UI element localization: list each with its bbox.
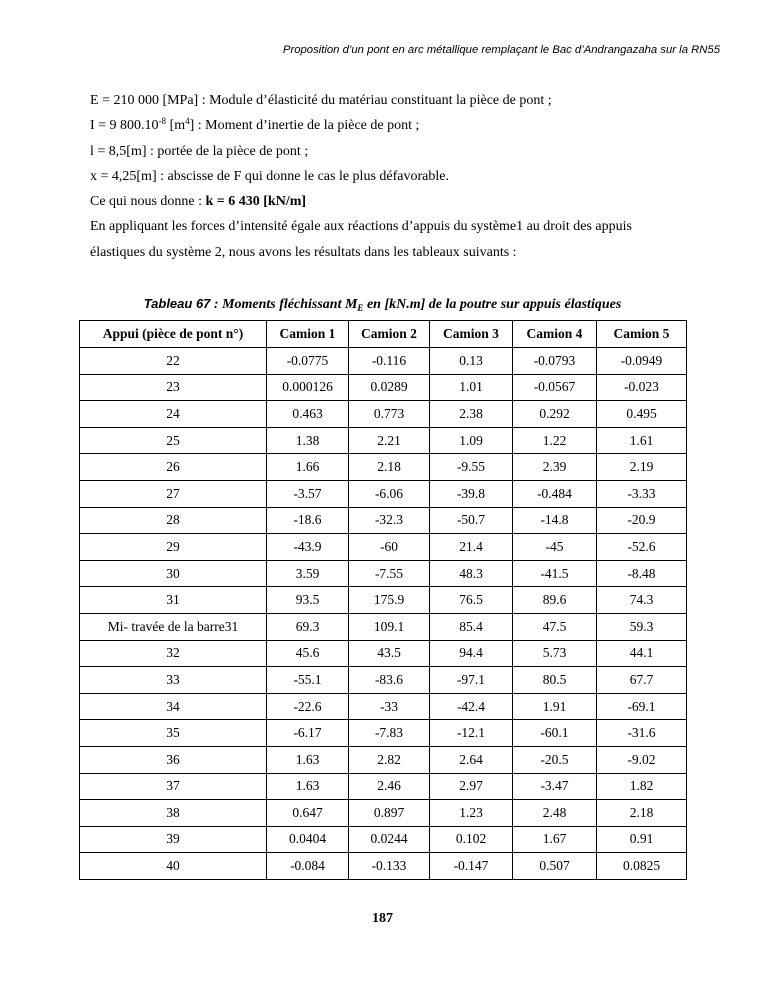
moment-cell: -20.5	[513, 746, 597, 773]
moment-cell: -0.116	[349, 348, 430, 375]
support-cell: 33	[80, 667, 267, 694]
inertia-description: ] : Moment d’inertie de la pièce de pont ;	[189, 118, 420, 134]
moment-cell: -0.147	[430, 853, 513, 880]
inertia-value: I = 9 800.10	[90, 118, 159, 134]
moment-cell: -3.47	[513, 773, 597, 800]
moment-cell: 0.773	[349, 401, 430, 428]
table-row	[80, 507, 687, 534]
inertia-exponent: -8	[158, 116, 167, 127]
moment-cell: 1.09	[430, 427, 513, 454]
table-row	[80, 587, 687, 614]
moment-cell: 44.1	[597, 640, 687, 667]
moment-cell: -0.084	[267, 853, 349, 880]
moment-cell: -83.6	[349, 667, 430, 694]
moment-cell: 0.91	[597, 826, 687, 853]
moment-cell: -60.1	[513, 720, 597, 747]
moment-cell: -22.6	[267, 693, 349, 720]
moment-cell: 3.59	[267, 560, 349, 587]
moment-cell: -42.4	[430, 693, 513, 720]
moment-cell: 0.0404	[267, 826, 349, 853]
moment-cell: 47.5	[513, 613, 597, 640]
moment-cell: -18.6	[267, 507, 349, 534]
running-header: Proposition d’un pont en arc métallique remplaçant le Bac d’Andrangazaha sur la RN55	[282, 44, 720, 56]
moment-cell: -20.9	[597, 507, 687, 534]
table-row	[80, 800, 687, 827]
moment-cell: 67.7	[597, 667, 687, 694]
support-cell: 40	[80, 853, 267, 880]
table-row	[80, 374, 687, 401]
moment-cell: 1.22	[513, 427, 597, 454]
support-cell: 24	[80, 401, 267, 428]
moment-cell: 1.66	[267, 454, 349, 481]
moment-cell: 2.64	[430, 746, 513, 773]
body-text	[90, 88, 690, 265]
moment-cell: 74.3	[597, 587, 687, 614]
table-caption	[0, 296, 765, 313]
support-cell: 31	[80, 587, 267, 614]
table-row	[80, 773, 687, 800]
moment-cell: -0.023	[597, 374, 687, 401]
support-cell: 32	[80, 640, 267, 667]
table-row	[80, 348, 687, 375]
moment-cell: 2.97	[430, 773, 513, 800]
moment-cell: 2.46	[349, 773, 430, 800]
caption-text-before: : Moments fléchissant M	[210, 297, 358, 312]
moment-cell: -31.6	[597, 720, 687, 747]
moment-cell: 0.0244	[349, 826, 430, 853]
support-cell: 37	[80, 773, 267, 800]
moment-cell: 0.463	[267, 401, 349, 428]
moment-cell: 45.6	[267, 640, 349, 667]
support-cell: Mi- travée de la barre31	[80, 613, 267, 640]
moment-cell: 0.000126	[267, 374, 349, 401]
table-header-row	[80, 321, 687, 348]
moment-cell: 0.507	[513, 853, 597, 880]
moment-cell: 1.38	[267, 427, 349, 454]
table-row	[80, 693, 687, 720]
moment-cell: 1.67	[513, 826, 597, 853]
support-cell: 39	[80, 826, 267, 853]
support-cell: 27	[80, 480, 267, 507]
moment-cell: 21.4	[430, 534, 513, 561]
caption-subscript: E	[357, 303, 364, 313]
line-span: l = 8,5[m] : portée de la pièce de pont ;	[90, 143, 309, 159]
moment-cell: -8.48	[597, 560, 687, 587]
moment-cell: 94.4	[430, 640, 513, 667]
moment-cell: -3.57	[267, 480, 349, 507]
moment-cell: -69.1	[597, 693, 687, 720]
moment-cell: 0.0289	[349, 374, 430, 401]
moment-cell: -0.0567	[513, 374, 597, 401]
support-cell: 36	[80, 746, 267, 773]
moment-cell: 1.01	[430, 374, 513, 401]
table-row	[80, 401, 687, 428]
moment-cell: 85.4	[430, 613, 513, 640]
caption-label: Tableau 67	[143, 296, 211, 311]
inertia-unit-exponent: 4	[185, 116, 190, 127]
moment-cell: -97.1	[430, 667, 513, 694]
moment-cell: -0.0793	[513, 348, 597, 375]
moment-cell: -60	[349, 534, 430, 561]
header-truck-1: Camion 1	[267, 321, 349, 348]
line-young-modulus: E = 210 000 [MPa] : Module d’élasticité du matériau constituant la pièce de pont ;	[90, 93, 552, 108]
moment-cell: -32.3	[349, 507, 430, 534]
moment-cell: -3.33	[597, 480, 687, 507]
table-row	[80, 667, 687, 694]
page-number: 187	[372, 911, 393, 926]
header-truck-4: Camion 4	[513, 321, 597, 348]
moment-cell: 1.63	[267, 773, 349, 800]
moment-cell: 2.38	[430, 401, 513, 428]
moment-cell: -0.133	[349, 853, 430, 880]
table-row	[80, 454, 687, 481]
moment-cell: 2.18	[597, 800, 687, 827]
support-cell: 22	[80, 348, 267, 375]
moment-cell: -14.8	[513, 507, 597, 534]
moment-cell: 1.91	[513, 693, 597, 720]
moment-cell: 76.5	[430, 587, 513, 614]
inertia-unit: [m	[166, 118, 186, 134]
moment-cell: -0.484	[513, 480, 597, 507]
moment-cell: -0.0775	[267, 348, 349, 375]
support-cell: 29	[80, 534, 267, 561]
moment-cell: 2.39	[513, 454, 597, 481]
table-row	[80, 534, 687, 561]
support-cell: 26	[80, 454, 267, 481]
line-inertia	[90, 113, 690, 138]
support-cell: 28	[80, 507, 267, 534]
moment-cell: -7.55	[349, 560, 430, 587]
support-cell: 34	[80, 693, 267, 720]
table-row	[80, 560, 687, 587]
moment-cell: 0.647	[267, 800, 349, 827]
moment-cell: 80.5	[513, 667, 597, 694]
moment-cell: 175.9	[349, 587, 430, 614]
moment-cell: 0.102	[430, 826, 513, 853]
moment-cell: 2.82	[349, 746, 430, 773]
moment-cell: 0.897	[349, 800, 430, 827]
table-row	[80, 640, 687, 667]
moment-cell: -9.55	[430, 454, 513, 481]
support-cell: 30	[80, 560, 267, 587]
moment-cell: -43.9	[267, 534, 349, 561]
paragraph-line-2: élastiques du système 2, nous avons les résultats dans les tableaux suivants :	[90, 244, 517, 260]
moment-cell: -33	[349, 693, 430, 720]
moment-cell: -45	[513, 534, 597, 561]
moment-cell: 0.0825	[597, 853, 687, 880]
moment-cell: -7.83	[349, 720, 430, 747]
moment-cell: 1.63	[267, 746, 349, 773]
moment-cell: 0.13	[430, 348, 513, 375]
table-row	[80, 746, 687, 773]
moment-cell: 2.18	[349, 454, 430, 481]
moment-cell: 2.21	[349, 427, 430, 454]
header-support: Appui (pièce de pont n°)	[80, 321, 267, 348]
moment-cell: -55.1	[267, 667, 349, 694]
moment-cell: 93.5	[267, 587, 349, 614]
moment-cell: -9.02	[597, 746, 687, 773]
moment-cell: 1.23	[430, 800, 513, 827]
stiffness-value: k = 6 430 [kN/m]	[205, 194, 307, 210]
moment-cell: 89.6	[513, 587, 597, 614]
line-abscissa: x = 4,25[m] : abscisse de F qui donne le cas le plus défavorable.	[90, 168, 449, 184]
moment-cell: -12.1	[430, 720, 513, 747]
stiffness-prefix: Ce qui nous donne :	[90, 194, 206, 210]
table-row	[80, 853, 687, 880]
moment-cell: 5.73	[513, 640, 597, 667]
moment-cell: 0.495	[597, 401, 687, 428]
table-row	[80, 613, 687, 640]
moment-cell: -50.7	[430, 507, 513, 534]
caption-text-after: en [kN.m] de la poutre sur appuis élastiques	[363, 297, 622, 312]
moments-table	[79, 320, 687, 880]
support-cell: 38	[80, 800, 267, 827]
moment-cell: 109.1	[349, 613, 430, 640]
support-cell: 35	[80, 720, 267, 747]
paragraph-line-1: En appliquant les forces d’intensité égale aux réactions d’appuis du système1 au droit des appuis	[90, 219, 632, 235]
moment-cell: -6.17	[267, 720, 349, 747]
header-truck-2: Camion 2	[349, 321, 430, 348]
table-row	[80, 427, 687, 454]
moment-cell: -6.06	[349, 480, 430, 507]
moment-cell: -0.0949	[597, 348, 687, 375]
support-cell: 25	[80, 427, 267, 454]
moment-cell: 2.19	[597, 454, 687, 481]
moment-cell: -39.8	[430, 480, 513, 507]
table-row	[80, 480, 687, 507]
moment-cell: 69.3	[267, 613, 349, 640]
moment-cell: -52.6	[597, 534, 687, 561]
moment-cell: -41.5	[513, 560, 597, 587]
header-truck-5: Camion 5	[597, 321, 687, 348]
moment-cell: 43.5	[349, 640, 430, 667]
moment-cell: 1.61	[597, 427, 687, 454]
moment-cell: 48.3	[430, 560, 513, 587]
table-row	[80, 826, 687, 853]
line-stiffness	[90, 189, 690, 214]
header-truck-3: Camion 3	[430, 321, 513, 348]
moment-cell: 2.48	[513, 800, 597, 827]
support-cell: 23	[80, 374, 267, 401]
moment-cell: 59.3	[597, 613, 687, 640]
table-row	[80, 720, 687, 747]
moment-cell: 0.292	[513, 401, 597, 428]
table-body	[80, 348, 687, 880]
moment-cell: 1.82	[597, 773, 687, 800]
